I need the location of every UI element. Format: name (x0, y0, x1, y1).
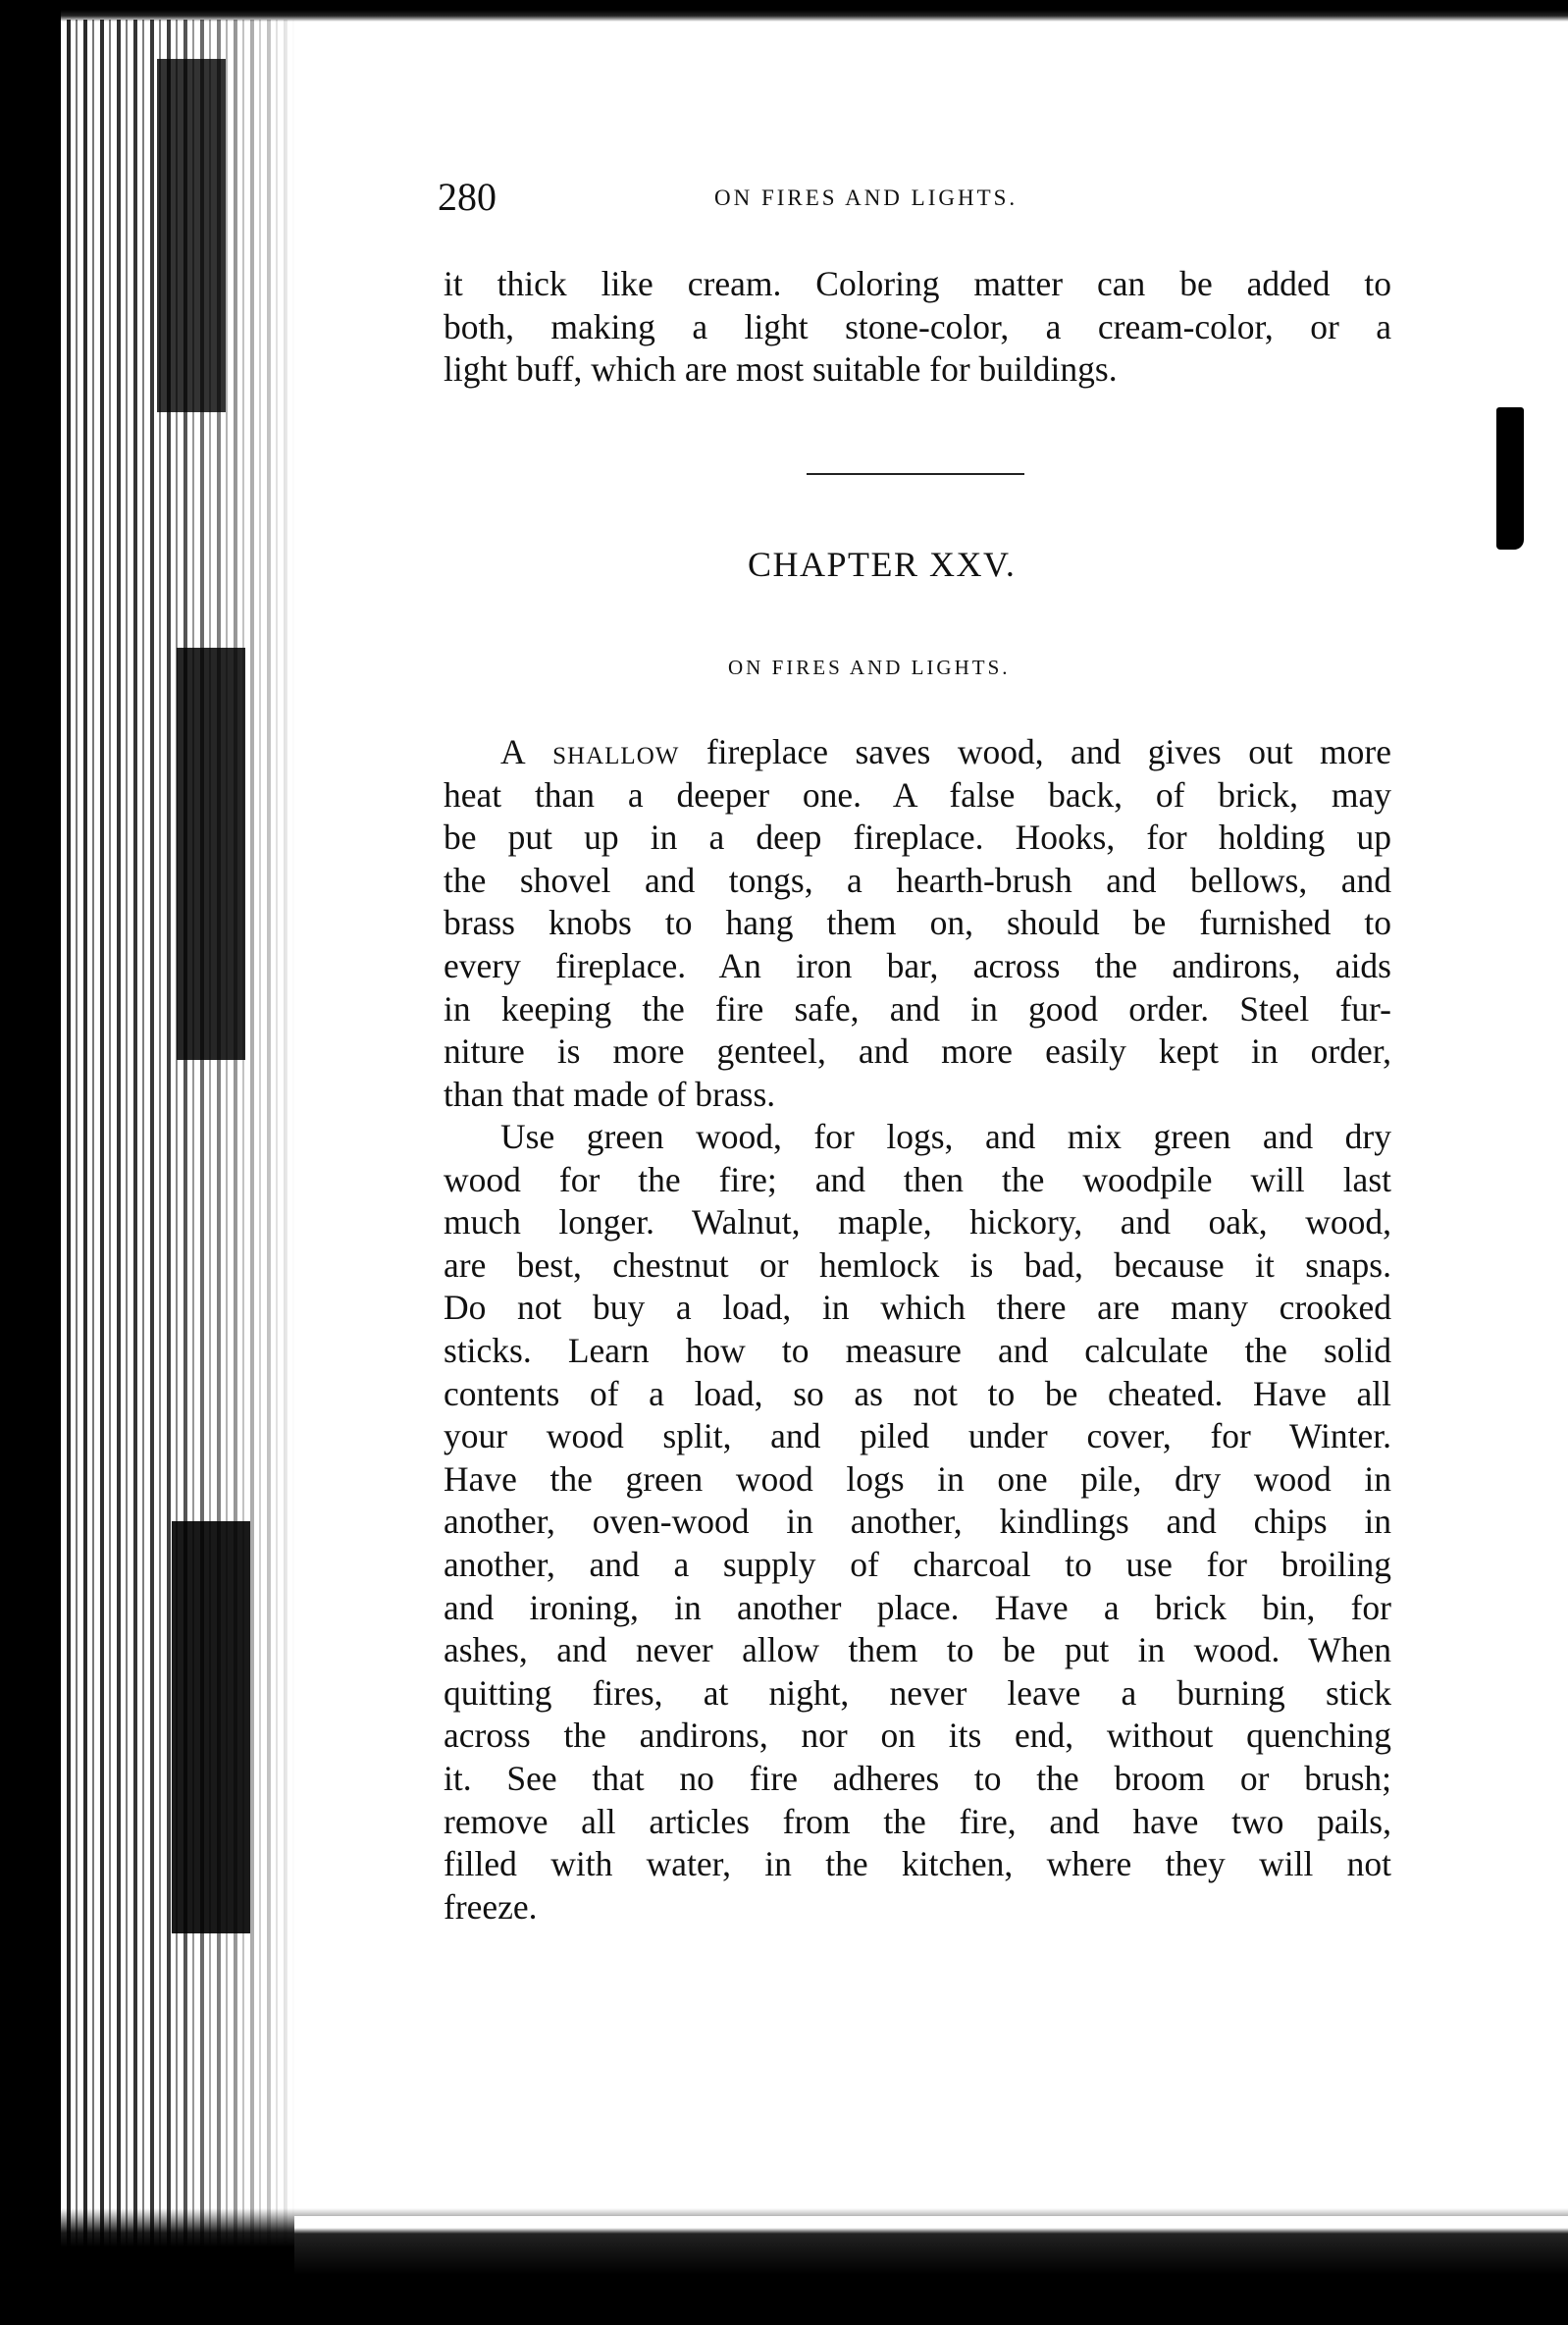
text-line: and ironing, in another place. Have a brick bin, for (444, 1587, 1391, 1627)
text-line: heat than a deeper one. A false back, of brick, may (444, 774, 1391, 815)
text-line: Have the green wood logs in one pile, dry wood in (444, 1458, 1391, 1499)
gutter-shadow-1 (177, 648, 245, 1060)
text-line: another, and a supply of charcoal to use for broiling (444, 1544, 1391, 1584)
text-line: ashes, and never allow them to be put in wood. When (444, 1630, 1391, 1670)
text-line: contents of a load, so as not to be cheated. Have all (444, 1373, 1391, 1413)
scan-right-mark (1496, 407, 1524, 550)
first-line-rest: fireplace saves wood, and gives out more (679, 732, 1391, 771)
scan-top-border (0, 0, 1568, 22)
lead-word: A shallow (500, 732, 680, 771)
text-line: wood for the fire; and then the woodpile will last (444, 1159, 1391, 1199)
running-head-title: ON FIRES AND LIGHTS. (714, 185, 1019, 210)
section-divider (807, 473, 1024, 475)
text-line: than that made of brass. (444, 1074, 776, 1114)
text-line-first: Use green wood, for logs, and mix green and dry (500, 1117, 1391, 1156)
chapter-title: CHAPTER XXV. (748, 545, 1017, 584)
scan-left-edge (0, 0, 61, 2325)
text-line: both, making a light stone-color, a cream-color, or a (444, 306, 1391, 346)
text-line: quitting fires, at night, never leave a burning stick (444, 1672, 1391, 1713)
page-number: 280 (438, 175, 497, 219)
text-line: freeze. (444, 1886, 538, 1927)
text-line: are best, chestnut or hemlock is bad, because it snaps. (444, 1244, 1391, 1285)
text-line-first (444, 731, 1391, 774)
text-line: niture is more genteel, and more easily kept in order, (444, 1031, 1391, 1072)
text-line: filled with water, in the kitchen, where they will not (444, 1844, 1391, 1884)
text-line: every fireplace. An iron bar, across the andirons, aids (444, 945, 1391, 985)
text-line: it. See that no fire adheres to the broom or brush; (444, 1758, 1391, 1798)
text-line: much longer. Walnut, maple, hickory, and oak, wood, (444, 1202, 1391, 1242)
text-line: across the andirons, nor on its end, without quenching (444, 1716, 1391, 1756)
text-line: light buff, which are most suitable for buildings. (444, 349, 1118, 390)
text-line: brass knobs to hang them on, should be furnished to (444, 903, 1391, 943)
text-line: remove all articles from the fire, and have two pails, (444, 1801, 1391, 1841)
running-head (438, 173, 1252, 222)
paragraph-2 (444, 1116, 1391, 1929)
intro-text (444, 263, 1391, 392)
text-line: Do not buy a load, in which there are many crooked (444, 1288, 1391, 1328)
gutter-shadow-2 (172, 1521, 250, 1933)
scan-bottom-strip (294, 2216, 1568, 2325)
chapter-subtitle: ON FIRES AND LIGHTS. (728, 656, 1011, 679)
paragraph-1 (444, 731, 1391, 1116)
text-line: your wood split, and piled under cover, for Winter. (444, 1416, 1391, 1456)
text-line: the shovel and tongs, a hearth-brush and bellows, and (444, 860, 1391, 900)
text-line: be put up in a deep fireplace. Hooks, for holding up (444, 818, 1391, 858)
text-line: another, oven-wood in another, kindlings and chips in (444, 1502, 1391, 1542)
gutter-shadow-3 (157, 59, 226, 412)
text-line: in keeping the fire safe, and in good order. Steel fur- (444, 988, 1391, 1029)
text-line: sticks. Learn how to measure and calculate the solid (444, 1330, 1391, 1370)
text-line: it thick like cream. Coloring matter can be added to (444, 264, 1391, 303)
